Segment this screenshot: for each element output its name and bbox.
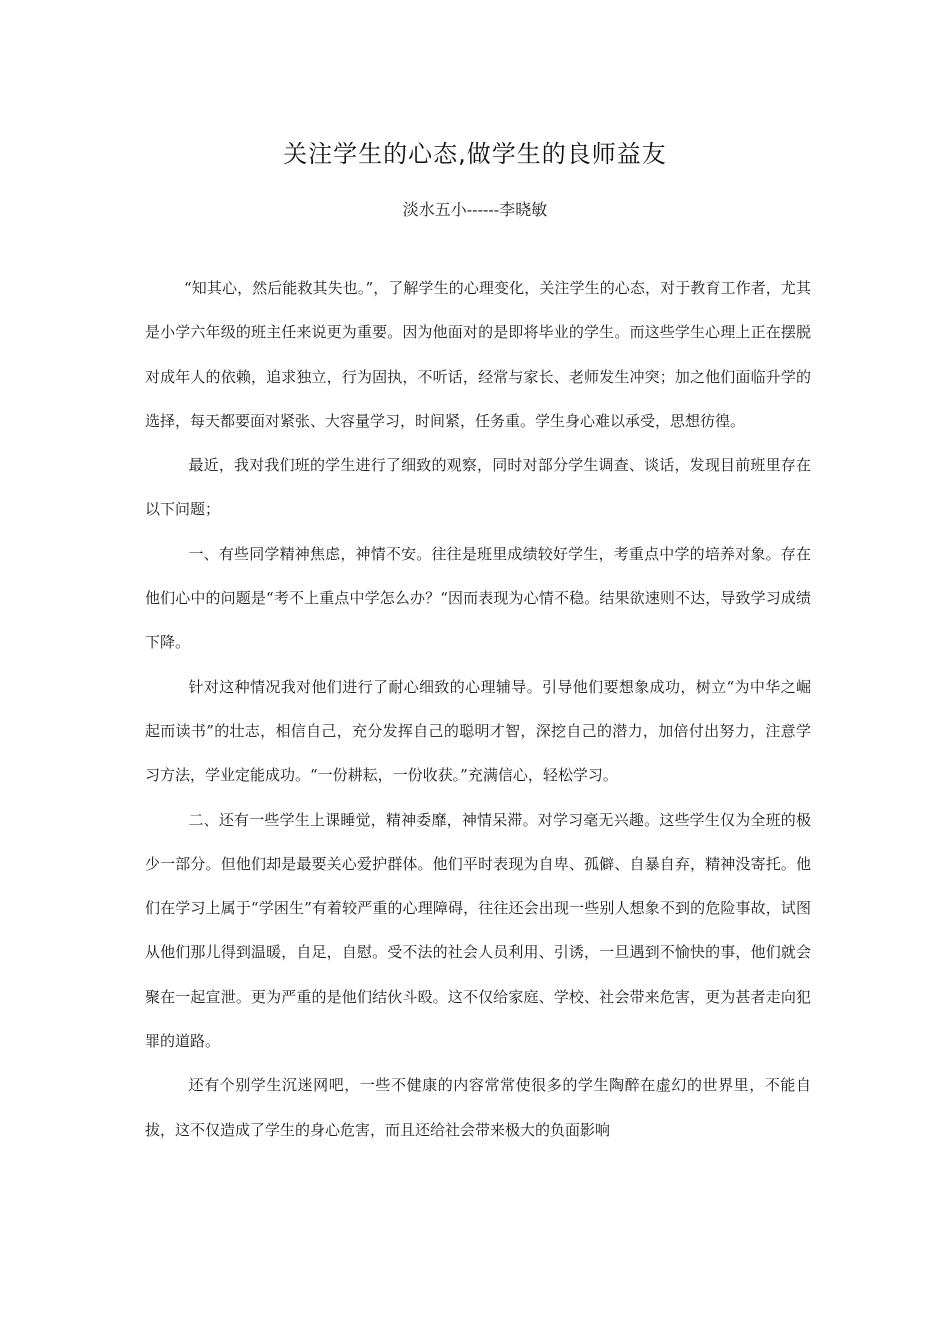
document-body — [145, 266, 811, 1152]
paragraph-problem-two: 二、还有一些学生上课睡觉，精神委靡，神情呆滞。对学习毫无兴趣。这些学生仅为全班的极少一部分。但他们却是最要关心爱护群体。他们平时表现为自卑、孤僻、自暴自弃，精神没寄托。他们在学习上属于“学困生”有着较严重的心理障碍，往往还会出现一些别人想象不到的危险事故，试图从他们那儿得到温暖，自足，自慰。受不法的社会人员利用、引诱，一旦遇到不愉快的事，他们就会聚在一起宣泄。更为严重的是他们结伙斗殴。这不仅给家庭、学校、社会带来危害，更为甚者走向犯罪的道路。 — [145, 810, 811, 1051]
paragraph-problem-one: 一、有些同学精神焦虑，神情不安。往往是班里成绩较好学生，考重点中学的培养对象。存在他们心中的问题是“考不上重点中学怎么办？“因而表现为心情不稳。结果欲速则不达，导致学习成绩下降。 — [145, 544, 811, 652]
paragraph-internet: 还有个别学生沉迷网吧，一些不健康的内容常常使很多的学生陶醉在虚幻的世界里，不能自拔，这不仅造成了学生的身心危害，而且还给社会带来极大的负面影响 — [145, 1076, 811, 1139]
paragraph-observation: 最近，我对我们班的学生进行了细致的观察，同时对部分学生调查、谈话，发现目前班里存在以下问题； — [145, 456, 811, 519]
document-author-line: 淡水五小------李晓敏 — [402, 200, 548, 219]
document-title: 关注学生的心态,做学生的良师益友 — [283, 140, 667, 168]
paragraph-guidance: 针对这种情况我对他们进行了耐心细致的心理辅导。引导他们要想象成功，树立“为中华之崛起而读书”的壮志，相信自己，充分发挥自己的聪明才智，深挖自己的潜力，加倍付出努力，注意学习方法，学业定能成功。“一份耕耘，一份收获。”充满信心，轻松学习。 — [145, 677, 811, 785]
paragraph-intro: “知其心，然后能救其失也。”，了解学生的心理变化，关注学生的心态，对于教育工作者，尤其是小学六年级的班主任来说更为重要。因为他面对的是即将毕业的学生。而这些学生心理上正在摆脱对成年人的依赖，追求独立，行为固执，不听话，经常与家长、老师发生冲突；加之他们面临升学的选择，每天都要面对紧张、大容量学习，时间紧，任务重。学生身心难以承受，思想彷徨。 — [145, 279, 811, 430]
